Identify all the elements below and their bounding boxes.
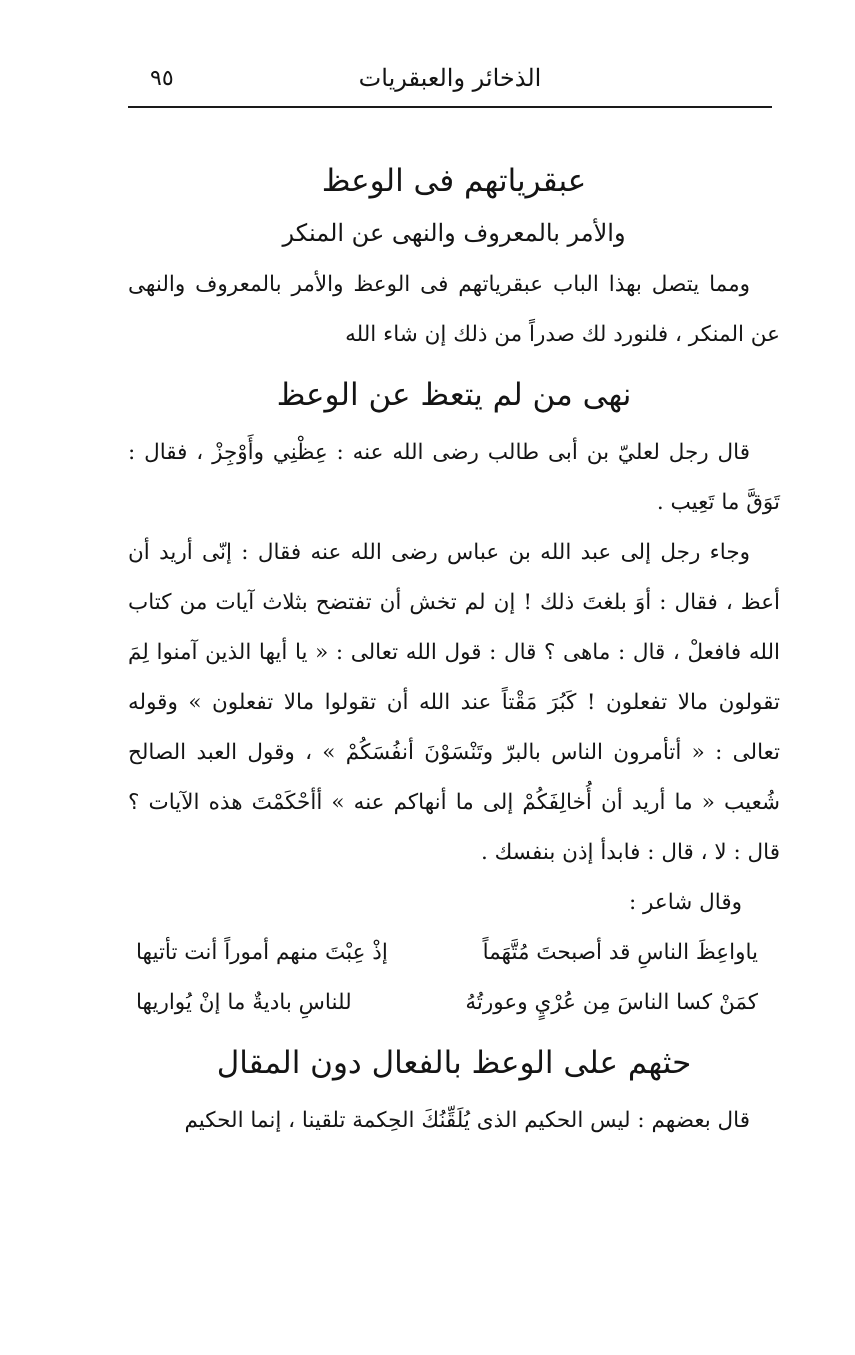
paragraph-ibn-abbas: وجاء رجل إلى عبد الله بن عباس رضى الله عنه فقال : إنّى أريد أن أعظ ، فقال : أوَ بلغتَ ذلك ! إن لم تخش أن تفتضح بثلاث آيات من كتاب الله فافعلْ ، قال : ماهى ؟ قال : قول الله تعالى : « يا أيها الذين آمنوا لِمَ تقولون مالا تفعلون ! كَبُرَ مَقْتاً عند الله أن تقولوا مالا تفعلون » وقوله تعالى : « أتأمرون الناس بالبرّ وتَنْسَوْنَ أنفُسَكُمْ » ، وقول العبد الصالح شُعيب « ما أريد أن أُخالِفَكُمْ إلى ما أنهاكم عنه » أأحْكَمْتَ هذه الآيات ؟ قال : لا ، قال : فابدأ إذن بنفسك .	[128, 540, 780, 865]
section-subheading: والأمر بالمعروف والنهى عن المنكر	[282, 219, 626, 247]
header-rule	[128, 106, 772, 108]
paragraph-wise-man: قال بعضهم : ليس الحكيم الذى يُلَقِّنُكَ الحِكمة تلقينا ، إنما الحكيم	[184, 1108, 750, 1133]
verse-first-half: كمَنْ كسا الناسَ مِن عُرْيٍ وعورتُهُ	[465, 990, 758, 1015]
verse-second-half: إذْ عِبْتَ منهم أموراً أنت تأتيها	[136, 940, 388, 965]
page-header	[128, 58, 772, 108]
verse-second-half: للناسِ باديةٌ ما إنْ يُواريها	[136, 990, 352, 1015]
running-title: الذخائر والعبقريات	[358, 64, 542, 92]
poem-intro: وقال شاعر :	[628, 890, 742, 915]
poem-verse	[128, 978, 780, 1028]
verse-first-half: ياواعِظَ الناسِ قد أصبحتَ مُتَّهَماً	[482, 940, 758, 965]
section-heading-preaching: عبقرياتهم فى الوعظ	[321, 163, 587, 199]
section-heading-forbidding: نهى من لم يتعظ عن الوعظ	[276, 377, 632, 413]
page-body	[128, 152, 780, 1146]
page-number: ٩٥	[150, 66, 174, 91]
section-heading-deeds: حثهم على الوعظ بالفعال دون المقال	[216, 1045, 692, 1081]
paragraph-ali: قال رجل لعليّ بن أبى طالب رضى الله عنه : عِظْنِي وأَوْجِزْ ، فقال : تَوَقَّ ما تَعِيب .	[128, 440, 780, 515]
intro-paragraph: ومما يتصل بهذا الباب عبقرياتهم فى الوعظ والأمر بالمعروف والنهى عن المنكر ، فلنورد لك صدراً من ذلك إن شاء الله	[128, 272, 780, 347]
poem-verse	[128, 928, 780, 978]
